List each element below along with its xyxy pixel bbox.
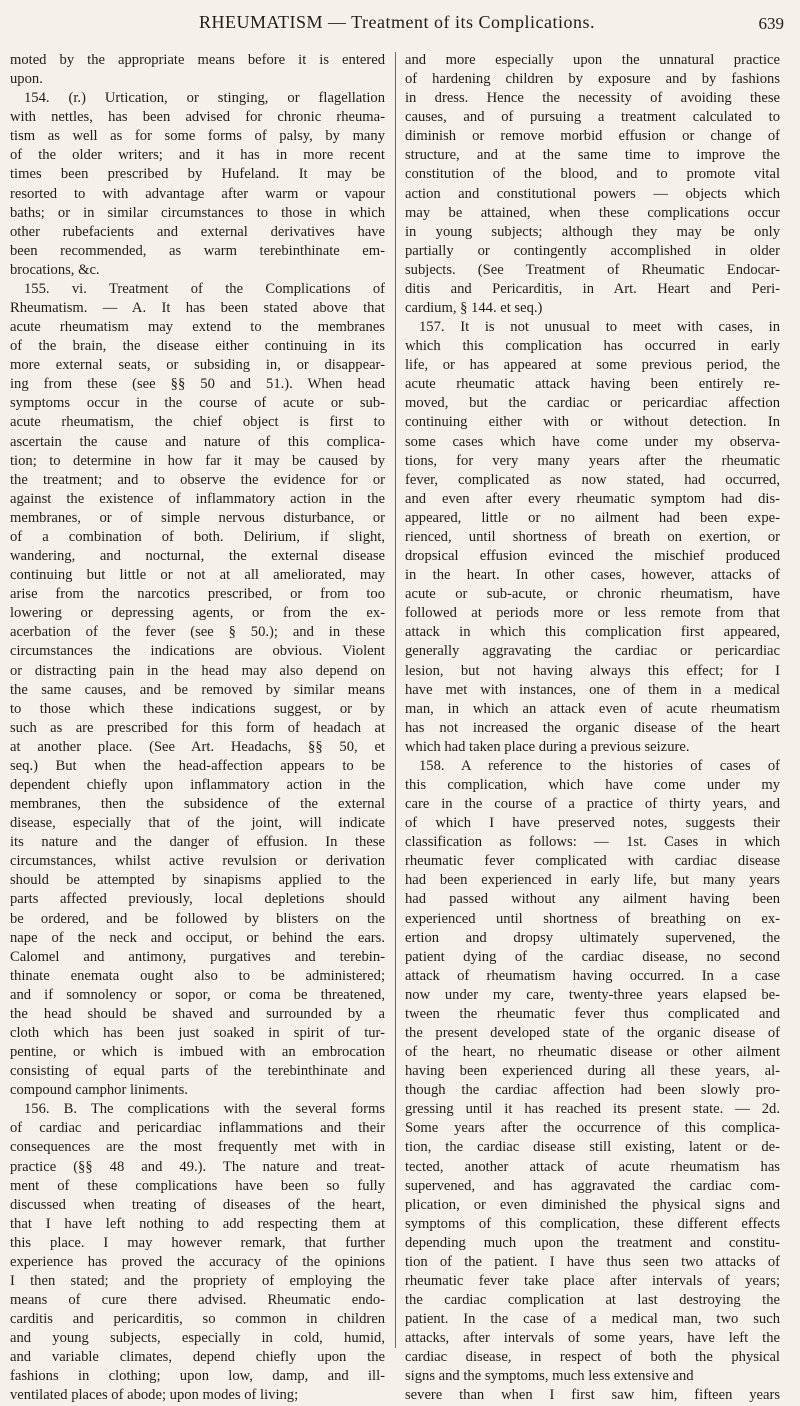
- text-line: that I have left nothing to add respecting them at: [10, 1215, 385, 1232]
- text-line: depending much upon the treatment and constitu-: [405, 1234, 780, 1251]
- text-line: acute rheumatic attack having been entirely re-: [405, 376, 780, 393]
- text-line: partially or contingently accomplished in older: [405, 242, 780, 259]
- text-line: symptoms of this complication, these different effects: [405, 1215, 780, 1232]
- right-text-column: [405, 51, 780, 1406]
- text-line: fashions in clothing; upon low, damp, and ill-: [10, 1368, 385, 1385]
- text-line: other rubefacients and external derivatives have: [10, 223, 385, 240]
- text-line: care in the course of a practice of thirty years, and: [405, 796, 780, 813]
- page-number: 639: [758, 14, 784, 33]
- text-line: pentine, or which is imbued with an embrocation: [10, 1044, 385, 1061]
- text-line: the same causes, and be removed by similar means: [10, 681, 385, 698]
- text-line: 157. It is not unusual to meet with cases, in: [419, 319, 780, 336]
- text-line: Some years after the occurrence of this complica-: [405, 1120, 780, 1137]
- text-line: rienced, until shortness of breath on exertion, or: [405, 528, 780, 545]
- text-line: life, or has appeared at some previous period, the: [405, 357, 780, 374]
- text-line: the present developed state of the organic disease of: [405, 1024, 780, 1041]
- text-line: tween the rheumatic fever thus complicated and: [405, 1005, 780, 1022]
- text-line: nape of the neck and occiput, or behind the ears.: [10, 929, 385, 946]
- text-line: its nature and the danger of effusion. In these: [10, 834, 385, 851]
- text-line: tion, the cardiac disease still existing, latent or de-: [405, 1139, 780, 1156]
- text-line: though the cardiac affection had been slowly pro-: [405, 1082, 780, 1099]
- text-line: experience has proved the accuracy of the opinions: [10, 1253, 385, 1270]
- text-line: which this complication has occurred in early: [405, 338, 780, 355]
- text-line: now under my care, twenty-three years elapsed be-: [405, 986, 780, 1003]
- text-line: be ordered, and be followed by blisters on the: [10, 910, 385, 927]
- text-line: fever, complicated as now stated, had occurred,: [405, 471, 780, 488]
- text-line: ment of these complications have been so fully: [10, 1177, 385, 1194]
- text-line: lesion, but not having always this effect; for I: [405, 662, 780, 679]
- text-line: been recommended, as warm terebinthinate em-: [10, 242, 385, 259]
- text-line: 156. B. The complications with the several forms: [24, 1101, 385, 1118]
- text-line: man, in which an attack even of acute rheumatism: [405, 700, 780, 717]
- text-line: wandering, and nocturnal, the external disease: [10, 548, 385, 565]
- text-line: moted by the appropriate means before it is entered: [10, 52, 385, 68]
- text-line: or distracting pain in the head may also depend on: [10, 662, 385, 679]
- text-line: diminish or remove morbid effusion or change of: [405, 128, 780, 145]
- text-line: and even after every rheumatic symptom had dis-: [405, 490, 780, 507]
- text-line: this place. I may however remark, that further: [10, 1234, 385, 1251]
- text-line: baths; or in similar circumstances to those in which: [10, 204, 385, 221]
- text-line: I then stated; and the propriety of employing the: [10, 1273, 385, 1289]
- text-line: 154. (r.) Urtication, or stinging, or flagellation: [24, 90, 385, 107]
- text-line: brocations, &c.: [10, 261, 100, 278]
- text-line: lowering or depressing agents, or from the ex-: [10, 605, 385, 622]
- text-line: ing from these (see §§ 50 and 51.). When head: [10, 376, 385, 393]
- text-line: membranes, then the subsidence of the external: [10, 796, 385, 813]
- text-line: acute rheumatism, the chief object is first to: [10, 414, 385, 431]
- text-line: rheumatic fever take place after intervals of years;: [405, 1273, 780, 1289]
- left-text-column: [10, 51, 385, 1406]
- text-line: patient. In the case of a medical man, two such: [405, 1311, 780, 1328]
- text-line: constitution of the blood, and to promote vital: [405, 166, 780, 183]
- text-line: attacks, after intervals of some years, have left the: [405, 1330, 780, 1347]
- text-line: parts affected previously, local depletions should: [10, 891, 385, 908]
- text-line: subjects. (See Treatment of Rheumatic Endocar-: [405, 261, 780, 278]
- text-line: cardium, § 144. et seq.): [405, 300, 543, 317]
- text-line: tism as well as for some forms of palsy, by many: [10, 128, 385, 145]
- text-line: compound camphor liniments.: [10, 1082, 188, 1099]
- text-line: cloth which has been just soaked in spirit of tur-: [10, 1024, 385, 1041]
- text-line: arise from the narcotics prescribed, or from too: [10, 586, 385, 603]
- text-line: 158. A reference to the histories of cases of: [419, 757, 780, 774]
- text-line: and variable climates, depend chiefly upon the: [10, 1349, 385, 1366]
- text-line: symptoms occur in the course of acute or sub-: [10, 395, 385, 412]
- text-line: Calomel and antimony, purgatives and terebin-: [10, 948, 385, 965]
- text-line: action and constitutional powers — objects which: [405, 185, 780, 202]
- text-line: of hardening children by exposure and by fashions: [405, 71, 780, 88]
- text-line: seq.) But when the head-affection appears to be: [10, 757, 385, 774]
- text-line: this complication, which have come under my: [405, 776, 780, 793]
- text-line: tion of the patient. I have thus seen two attacks of: [405, 1253, 780, 1270]
- text-line: gressing until it has reached its present state. — 2d.: [405, 1101, 780, 1118]
- page-header: [10, 12, 784, 42]
- text-line: should be attempted by sinapisms applied to the: [10, 872, 385, 889]
- text-line: patient dying of the cardiac disease, no second: [405, 948, 780, 965]
- text-line: tion; to determine in how far it may be caused by: [10, 452, 385, 469]
- text-line: with nettles, has been advised for chronic rheuma-: [10, 109, 385, 126]
- text-line: which had taken place during a previous seizure.: [405, 738, 690, 755]
- text-line: dropsical effusion evinced the mischief produced: [405, 548, 780, 565]
- text-line: upon.: [10, 71, 43, 88]
- text-line: tected, another attack of acute rheumatism has: [405, 1158, 780, 1175]
- text-line: such as are prescribed for this form of headach at: [10, 719, 385, 736]
- text-line: disease, especially that of the joint, will indicate: [10, 815, 385, 832]
- text-line: had been experienced in early life, but many years: [405, 872, 780, 889]
- text-line: of the heart, no rheumatic disease or other ailment: [405, 1044, 780, 1061]
- column-divider: [395, 52, 396, 1348]
- text-line: times been prescribed by Hufeland. It may be: [10, 166, 385, 183]
- text-line: rheumatic fever complicated with cardiac disease: [405, 853, 780, 870]
- text-line: the treatment; and to observe the evidence for or: [10, 471, 385, 488]
- text-line: some cases which have come under my observa-: [405, 433, 780, 450]
- text-line: severe than when I first saw him, fifteen years: [405, 1387, 780, 1404]
- text-line: acute rheumatism may extend to the membranes: [10, 319, 385, 336]
- text-line: appeared, little or no ailment had been expe-: [405, 509, 780, 526]
- text-line: cardiac disease, in respect of both the physical: [405, 1349, 780, 1366]
- text-line: resorted to with advantage after warm or vapour: [10, 185, 385, 202]
- text-line: structure, and at the same time to improve the: [405, 147, 780, 164]
- text-line: more external seats, or subsiding in, or disappear-: [10, 357, 385, 374]
- text-line: acerbation of the fever (see § 50.); and in these: [10, 624, 385, 641]
- text-line: plication, or even diminished the physical signs and: [405, 1196, 780, 1213]
- text-line: continuing but little or not at all ameliorated, may: [10, 567, 385, 584]
- text-line: experienced until shortness of breathing on ex-: [405, 910, 780, 927]
- text-line: and if somnolency or sopor, or coma be threatened,: [10, 986, 385, 1003]
- text-line: dependent chiefly upon inflammatory action in the: [10, 776, 385, 793]
- text-line: supervened, and has aggravated the cardiac com-: [405, 1177, 780, 1194]
- text-line: classification as follows: — 1st. Cases in which: [405, 834, 780, 851]
- text-line: may be attained, when these complications occur: [405, 204, 780, 221]
- text-line: consequences are the most frequently met with in: [10, 1139, 385, 1156]
- text-line: have met with instances, one of them in a medical: [405, 681, 780, 698]
- text-line: circumstances, whilst active revulsion or derivation: [10, 853, 385, 870]
- text-line: generally aggravating the cardiac or pericardiac: [405, 643, 780, 660]
- text-line: of the brain, the disease either continuing in its: [10, 338, 385, 355]
- text-line: thinate enemata ought also to be administered;: [10, 967, 385, 984]
- text-line: has not increased the organic disease of the heart: [405, 719, 780, 736]
- text-line: continuing either with or without detection. In: [405, 414, 780, 431]
- text-line: having been experienced during all these years, al-: [405, 1063, 780, 1080]
- text-line: moved, but the cardiac or pericardiac affection: [405, 395, 780, 412]
- text-line: causes, and of pursuing a treatment calculated to: [405, 109, 780, 126]
- text-line: followed at periods more or less remote from that: [405, 605, 780, 622]
- text-line: attack in which this complication first appeared,: [405, 624, 780, 641]
- text-line: means of cure there advised. Rheumatic endo-: [10, 1292, 385, 1309]
- text-line: of a combination of both. Delirium, if slight,: [10, 528, 385, 545]
- running-title: RHEUMATISM — Treatment of its Complications.: [198, 12, 595, 32]
- text-line: the head should be shaved and surrounded by a: [10, 1005, 385, 1022]
- text-line: ertion and dropsy ultimately supervened, the: [405, 929, 780, 946]
- text-line: 155. vi. Treatment of the Complications of: [24, 280, 385, 297]
- text-line: the cardiac complication at last destroying the: [405, 1292, 780, 1309]
- text-line: ditis and Pericarditis, in Art. Heart and Peri-: [405, 280, 780, 297]
- text-line: discussed when treating of diseases of the heart,: [10, 1196, 385, 1213]
- text-line: acute or sub-acute, or chronic rheumatism, have: [405, 586, 780, 603]
- text-line: consisting of equal parts of the terebinthinate and: [10, 1063, 385, 1080]
- text-line: Rheumatism. — A. It has been stated above that: [10, 300, 385, 317]
- text-line: tions, for very many years after the rheumatic: [405, 452, 780, 469]
- text-line: attack of rheumatism having occurred. In a case: [405, 967, 780, 984]
- text-line: signs and the symptoms, much less extensive and: [405, 1368, 694, 1385]
- text-line: membranes, or of simple nervous disturbance, or: [10, 509, 385, 526]
- text-line: of cardiac and pericardiac inflammations and their: [10, 1120, 385, 1137]
- text-line: of the older writers; and it has in more recent: [10, 147, 385, 164]
- text-line: ventilated places of abode; upon modes of living;: [10, 1387, 299, 1404]
- text-line: of which I have preserved notes, suggests their: [405, 815, 780, 832]
- text-line: and more especially upon the unnatural practice: [405, 52, 780, 68]
- text-line: and young subjects, especially in cold, humid,: [10, 1330, 385, 1347]
- text-line: carditis and pericarditis, so common in children: [10, 1311, 385, 1328]
- text-line: ascertain the cause and nature of this complica-: [10, 433, 385, 450]
- text-line: at another place. (See Art. Headachs, §§ 50, et: [10, 738, 385, 755]
- text-line: circumstances the indications are obvious. Violent: [10, 643, 385, 660]
- text-line: to those which these indications suggest, or by: [10, 700, 385, 717]
- text-line: practice (§§ 48 and 49.). The nature and treat-: [10, 1158, 385, 1175]
- text-line: in young subjects; although they may be only: [405, 223, 780, 240]
- text-line: in dress. Hence the necessity of avoiding these: [405, 90, 780, 107]
- text-line: in the heart. In other cases, however, attacks of: [405, 567, 780, 584]
- text-line: had passed without any ailment having been: [405, 891, 780, 908]
- text-line: against the existence of inflammatory action in the: [10, 490, 385, 507]
